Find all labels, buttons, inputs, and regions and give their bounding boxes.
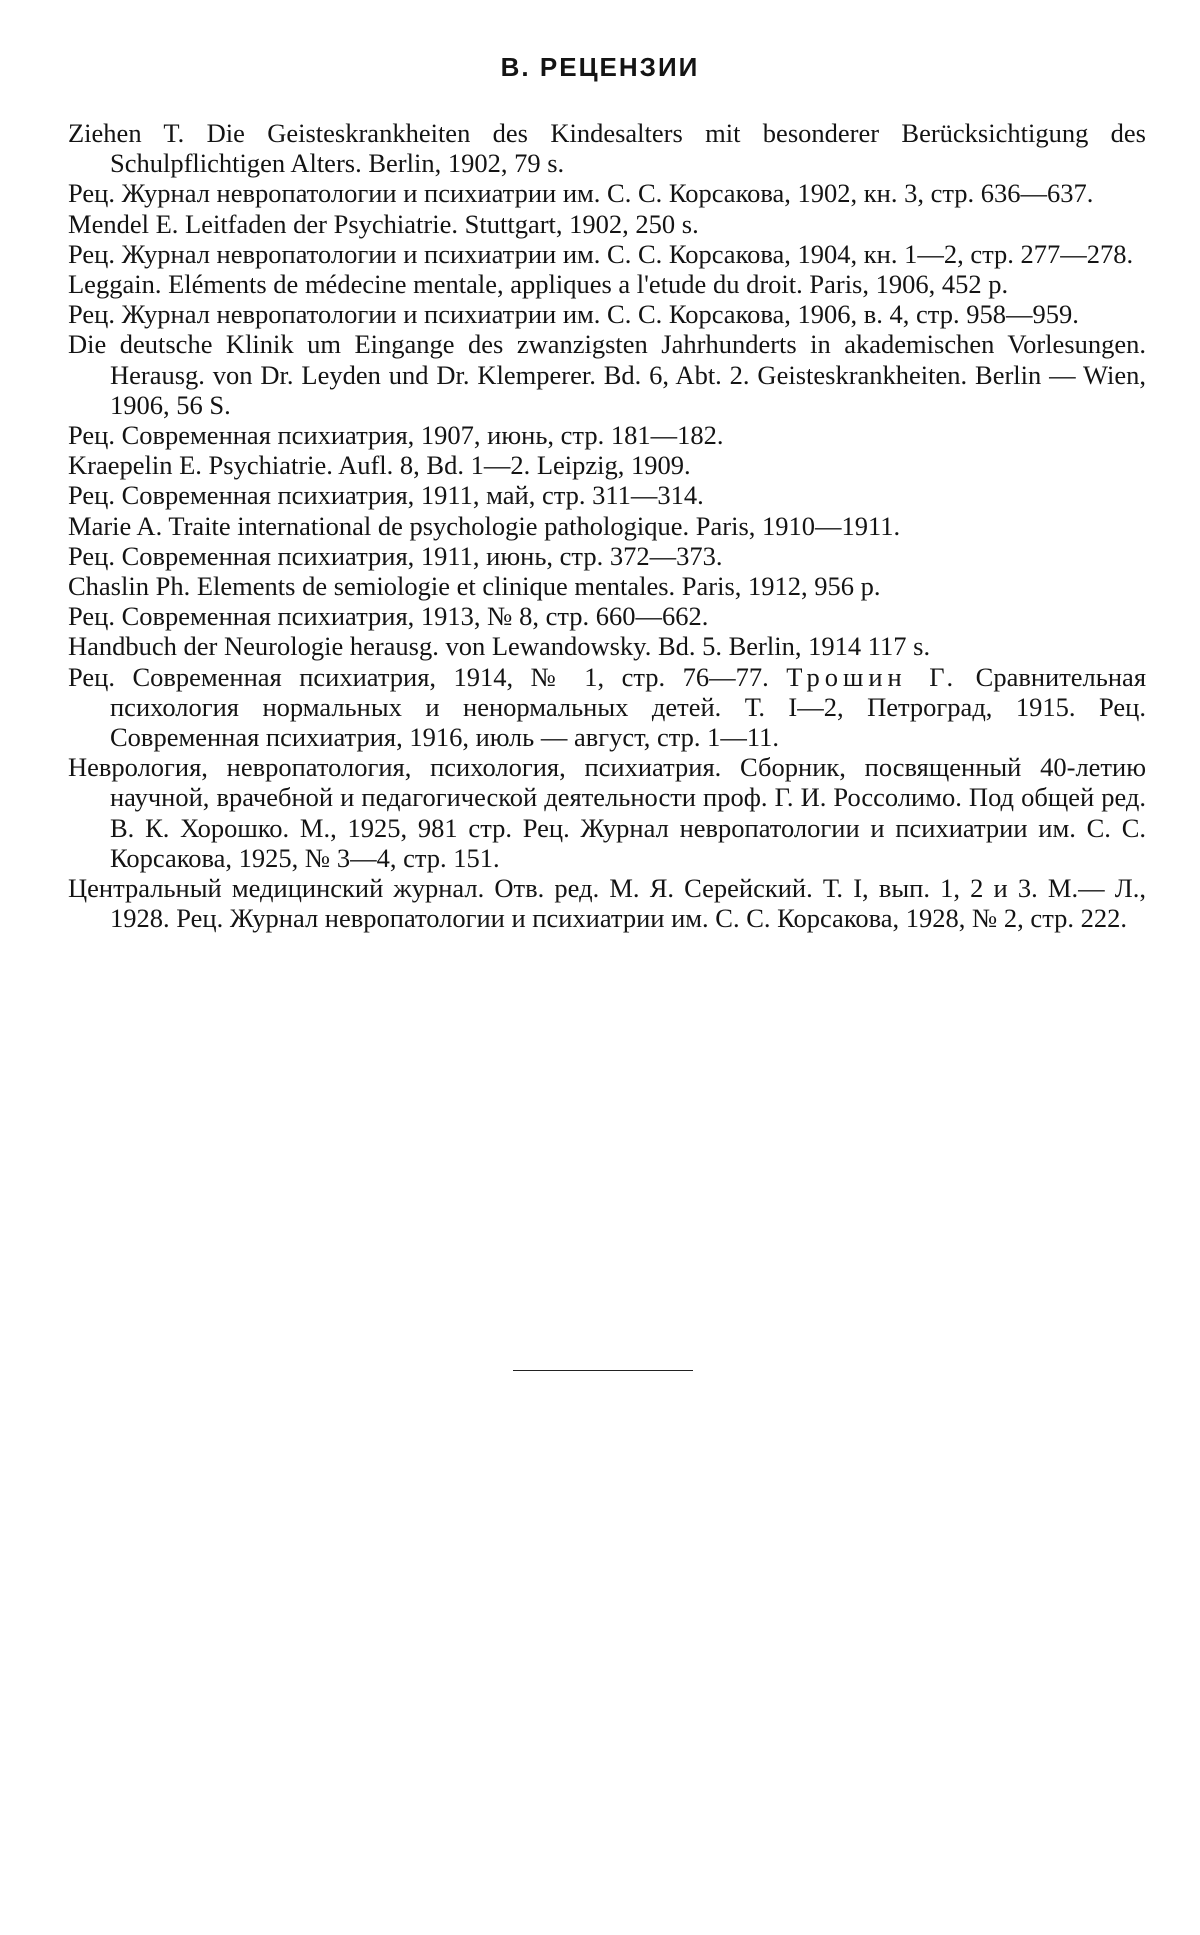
bibliography-entry: Рец. Современная психиатрия, 1913, № 8, стр. 660—662.: [68, 601, 709, 632]
bibliography-entry: Leggain. Eléments de médecine mentale, appliques a l'etude du droit. Paris, 1906, 452 p.: [68, 269, 1009, 300]
bibliography-entry: Mendel E. Leitfaden der Psychiatrie. Stuttgart, 1902, 250 s.: [68, 208, 699, 239]
bibliography-entry-troshin: [68, 662, 1146, 753]
bibliography-entry: Chaslin Ph. Elements de semiologie et clinique mentales. Paris, 1912, 956 p.: [68, 571, 881, 602]
bibliography-entry: Рец. Современная психиатрия, 1911, май, стр. 311—314.: [68, 480, 704, 511]
bibliography-entry: Неврология, невропатология, психология, психиатрия. Сборник, посвященный 40-летию научной, врачебной и педагогической деятельности проф. Г. И. Россолимо. Под общей ред. В. К. Хорошко. М., 1925, 981 стр. Рец. Журнал невропатологии и психиатрии им. С. С. Корсакова, 1925, № 3—4, стр. 151.: [68, 752, 1146, 873]
bibliography-entry: Рец. Журнал невропатологии и психиатрии им. С. С. Корсакова, 1904, кн. 1—2, стр. 277—278.: [68, 238, 1134, 269]
entry-text: Сравнительная психология нормальных и ненормальных детей. Т. I—2, Петроград, 1915. Рец. Современная психиатрия, 1916, июль — август, стр. 1—11.: [110, 661, 1147, 753]
entry-text: Рец. Современная психиатрия, 1914, № 1, стр. 76—77.: [68, 661, 769, 692]
bibliography-entry: Центральный медицинский журнал. Отв. ред. М. Я. Серейский. Т. I, вып. 1, 2 и 3. М.— Л., 1928. Рец. Журнал невропатологии и психиатрии им. С. С. Корсакова, 1928, № 2, стр. 222.: [68, 873, 1146, 934]
bibliography-entry: Рец. Современная психиатрия, 1911, июнь, стр. 372—373.: [68, 540, 723, 571]
bibliography-entry: Ziehen T. Die Geisteskrankheiten des Kindesalters mit besonderer Berücksichtigung des Schulpflichtigen Alters. Berlin, 1902, 79 s.: [68, 118, 1146, 179]
section-heading: В. РЕЦЕНЗИИ: [500, 52, 700, 82]
bibliography-entry: Kraepelin E. Psychiatrie. Aufl. 8, Bd. 1—2. Leipzig, 1909.: [68, 450, 691, 481]
bibliography-entry: Marie A. Traite international de psychologie pathologique. Paris, 1910—1911.: [68, 510, 901, 541]
bibliography-entry: Handbuch der Neurologie herausg. von Lewandowsky. Bd. 5. Berlin, 1914 117 s.: [68, 631, 931, 662]
bibliography-entry: Die deutsche Klinik um Eingange des zwanzigsten Jahrhunderts in akademischen Vorlesungen. Herausg. von Dr. Leyden und Dr. Klemperer. Bd. 6, Abt. 2. Geisteskrankheiten. Berlin — Wien, 1906, 56 S.: [68, 329, 1146, 420]
bibliography-entry: Рец. Современная психиатрия, 1907, июнь, стр. 181—182.: [68, 420, 724, 451]
entry-author: Трошин Г.: [786, 661, 959, 692]
bibliography-list: [68, 118, 1146, 933]
bibliography-entry: Рец. Журнал невропатологии и психиатрии им. С. С. Корсакова, 1902, кн. 3, стр. 636—637.: [68, 178, 1094, 209]
bibliography-entry: Рец. Журнал невропатологии и психиатрии им. С. С. Корсакова, 1906, в. 4, стр. 958—959.: [68, 299, 1079, 330]
end-rule: [513, 1370, 693, 1371]
